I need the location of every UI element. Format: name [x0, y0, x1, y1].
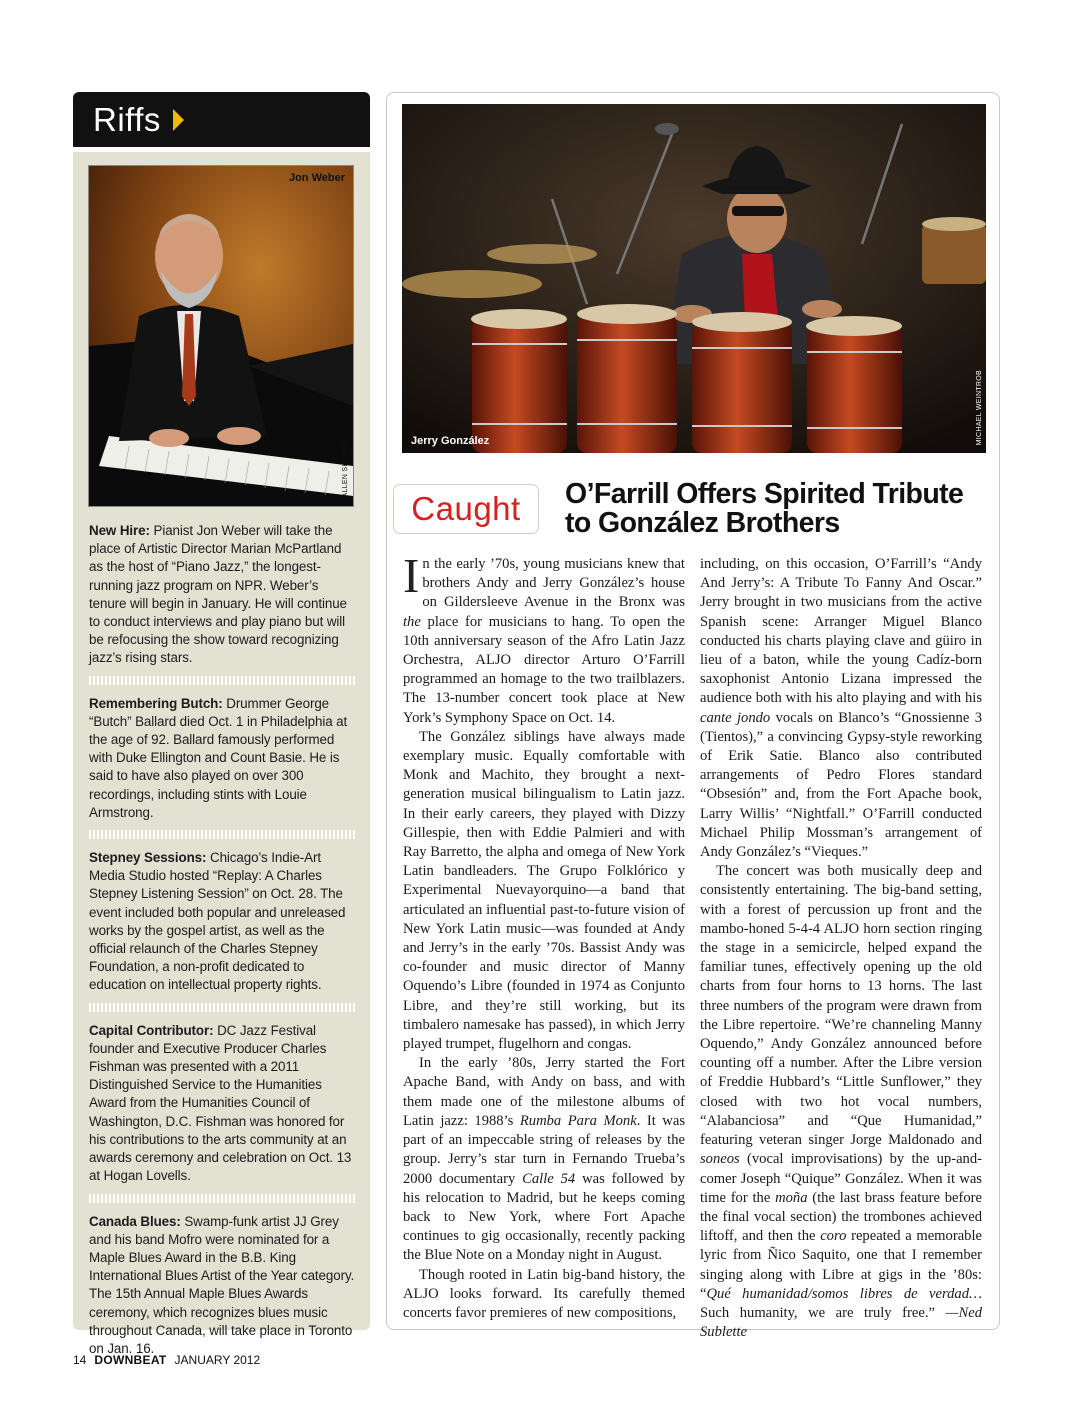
page-number: 14: [73, 1353, 87, 1367]
paragraph-text: In the early ’70s, young musicians knew that brothers Andy and Jerry González’s house on Gildersleeve Avenue in the Bronx was: [403, 548, 685, 611]
article-headline: O’Farrill Offers Spirited Tribute to González Brothers: [565, 478, 964, 539]
riff-item: [89, 695, 357, 822]
caught-section-label: [393, 484, 539, 534]
jerry-gonzalez-photo: [402, 104, 986, 453]
dotted-divider: [89, 830, 357, 839]
paragraph-text: (vocal improvisations) by the up-and-comer Joseph “Quique” González. When it was time for the: [700, 1151, 982, 1206]
paragraph-text: coro: [820, 1228, 847, 1245]
paragraph-text: vocals on Blanco’s “Gnossienne 3 (Tientos),” a convincing Gypsy-style reworking of Erik Satie. Blanco also contributed arrangements of Pedro Flores standard “Obsesión” and, from the Fort Apache book, Larry Willis’ “Nightfall.” O’Farrill conducted Michael Philip Mossman’s arrangement of Andy González’s “Vieques.”: [700, 709, 982, 861]
paragraph-text: The concert was both musically deep and consistently entertaining. The big-band setting, with a forest of percussion up front and the mambo-honed 5-4-4 ALJO horn section ringing the stage in a semicircle, helped expand the familiar tunes, effectively opening up the old charts from four horns to 13 horns. The last three numbers of the program were drawn from the Libre repertoire. “We’re channeling Manny Oquendo,” Andy González announced before counting off a number. After the Libre version of Freddie Hubbard’s “Little Sunflower,” they closed with two hot vocal numbers, “Alabanciosa” and “Que Humanidad,” featuring veteran singer Jorge Maldonado and: [700, 863, 982, 1149]
paragraph-text: place for musicians to hang. To open the 10th anniversary season of the Afro Latin Jazz Orchestra, ALJO director Arturo O’Farrill programmed an homage to the two trailblazers. The 13-number concert took place at New York’s Symphony Space on Oct. 14.: [403, 613, 685, 726]
caught-label-text: Caught: [411, 490, 521, 527]
paragraph-text: including, on this occasion, O’Farrill’s “Andy And Jerry’s: A Tribute To Fanny And Oscar.” Jerry brought in two musicians from the active Spanish scene: Arranger Miguel Blanco conducted his charts playing clave and güiro in lieu of a baton, while the young Cadíz-born saxophonist Antonio Lizana impressed the audience both with his alto playing and with his: [700, 556, 982, 707]
riffs-sidebar: [73, 152, 370, 1356]
article-paragraph: [403, 728, 685, 1054]
paragraph-text: Qué humanidad/somos libres de verdad…: [706, 1285, 982, 1302]
paragraph-text: Rumba Para Monk: [519, 1112, 637, 1129]
paragraph-text: Calle 54: [522, 1170, 576, 1187]
riff-item-text: Swamp-funk artist JJ Grey and his band Mofro were nominated for a Maple Blues Award in the B.B. King International Blues Artist of the Year category. The 15th Annual Maple Blues Awards ceremony, which recognizes blues music throughout Canada, will take place in Toronto on Jan. 16.: [89, 1213, 355, 1356]
photo-caption: Jerry González: [411, 435, 490, 447]
article-paragraph: [700, 555, 982, 862]
paragraph-text: repeated a memorable lyric from Ñico Saquito, one that I remember singing along with Libre at gigs in the ’80s: “: [700, 1228, 982, 1302]
paragraph-text: cante jondo: [700, 709, 771, 726]
paragraph-text: (the last brass feature before the final vocal section) the trombones achieved liftoff, and then the: [700, 1189, 982, 1245]
paragraph-text: the: [403, 613, 421, 630]
photo-credit: ALLEN SHARPE: [342, 441, 349, 498]
article-paragraph: [700, 862, 982, 1342]
dotted-divider: [89, 1003, 357, 1012]
riff-item: [89, 849, 357, 995]
riff-item-text: Pianist Jon Weber will take the place of Artistic Director Marian McPartland as the host of “Piano Jazz,” the longest-running jazz program on NPR. Weber’s tenure will begin in January. He will continue to conduct interviews and play piano but will be refocusing the show toward recognizing jazz’s rising stars.: [89, 523, 347, 666]
page-footer: [73, 1353, 260, 1367]
paragraph-text: was followed by his relocation to Madrid, but he keeps coming back to New York, where Fort Apache continues to gig occasionally, recently packing the Blue Note on a Monday night in August.: [403, 1170, 685, 1264]
riff-item: [89, 1022, 357, 1186]
paragraph-text: —Ned Sublette: [700, 1304, 982, 1341]
article-paragraph: [403, 1266, 685, 1324]
riff-item-text: Drummer George “Butch” Ballard died Oct. 1 in Philadelphia at the age of 92. Ballard famously performed with Duke Ellington and Count Basie. He is said to have also played on over 300 recordings, including stints with Louie Armstrong.: [89, 695, 348, 820]
paragraph-text: The González siblings have always made exemplary music. Equally comfortable with Monk and Machito, they brought a next-generation musical bilingualism to Latin jazz. In their early careers, they played with Dizzy Gillespie, then with Eddie Palmieri and with Ray Barretto, the alpha and omega of New York Latin bandleaders. The Grupo Folklórico y Experimental Nuevayorquino—a band that articulated an influential past-to-future vision of New York Latin music—was founded at Andy and Jerry’s in the early ’70s. Bassist Andy was co-founder and music director of Manny Oquendo’s Libre (founded in 1974 as Conjunto Libre, and they’re still working, but its timbalero namesake has passed), in which Jerry played trumpet, flugelhorn and congas.: [403, 728, 685, 1053]
riff-item: [89, 522, 357, 668]
riff-item-heading: New Hire:: [89, 523, 150, 538]
jon-weber-photo: [88, 165, 354, 507]
paragraph-text: soneos: [700, 1151, 740, 1168]
paragraph-text: moña: [775, 1189, 808, 1206]
riff-item-heading: Stepney Sessions:: [89, 850, 207, 866]
riff-item-heading: Capital Contributor:: [89, 1022, 214, 1038]
riffs-section-header: [73, 92, 370, 147]
article-paragraph: [403, 548, 685, 728]
riff-item: [89, 1213, 357, 1359]
paragraph-text: . It was part of an impeccable string of releases by the group. Jerry’s star turn in Fernando Trueba’s 2000 documentary: [403, 1112, 686, 1187]
article-column-1: [403, 548, 686, 1323]
paragraph-text: Though rooted in Latin big-band history, the ALJO looks forward. Its carefully themed concerts favor premieres of new compositions,: [403, 1266, 685, 1321]
riff-item-heading: Remembering Butch:: [89, 695, 223, 711]
issue-date: JANUARY 2012: [174, 1353, 261, 1367]
magazine-name: DOWNBEAT: [94, 1353, 167, 1367]
paragraph-text: In the early ’80s, Jerry started the Fort Apache Band, with Andy on bass, and with them made one of the milestone albums of Latin jazz: 1988’s: [403, 1055, 685, 1129]
riff-item-text: Chicago’s Indie-Art Media Studio hosted “Replay: A Charles Stepney Listening Session” on Oct. 28. The event included both popular and unreleased works by the gospel artist, as well as the official relaunch of the Charles Stepney Foundation, a non-profit dedicated to education on intellectual property rights.: [89, 850, 346, 993]
riff-item-heading: Canada Blues:: [89, 1213, 181, 1229]
dotted-divider: [89, 676, 357, 685]
dotted-divider: [89, 1194, 357, 1203]
photo-credit: MICHAEL WEINTROB: [976, 369, 983, 445]
riff-item-text: DC Jazz Festival founder and Executive Producer Charles Fishman was presented with a 2011 Distinguished Service to the Humanities Award from the Humanities Council of Washington, D.C. Fishman was honored for his contributions to the arts community at an awards ceremony and celebration on Oct. 13 at Hogan Lovells.: [89, 1022, 352, 1184]
riff-items-list: [89, 522, 357, 1358]
photo-name-label: Jon Weber: [288, 172, 345, 184]
riffs-title: Riffs: [93, 100, 161, 138]
article-paragraph: [403, 1054, 685, 1265]
article-column-2: [700, 555, 982, 1342]
paragraph-text: Such humanity, we are truly free.”: [700, 1304, 946, 1321]
triangle-arrow-icon: [173, 109, 184, 131]
